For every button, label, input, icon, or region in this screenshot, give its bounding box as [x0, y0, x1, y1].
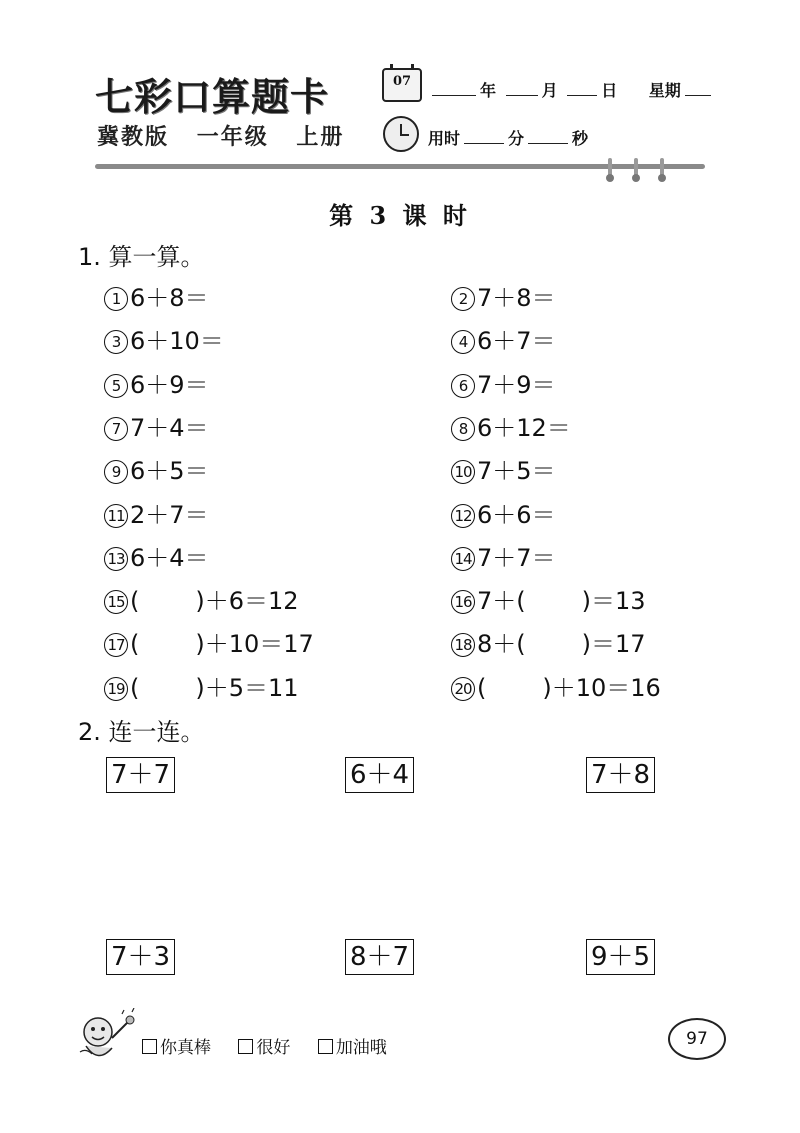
rating-good[interactable] — [238, 1038, 290, 1058]
question-suffix: )＋6＝12 — [195, 587, 299, 616]
question-number: 11 — [104, 504, 128, 528]
header-divider — [95, 164, 705, 169]
calendar-day: 07 — [392, 74, 412, 89]
question-expression: 6＋4＝ — [130, 543, 209, 572]
question-expression: 6＋9＝ — [130, 370, 209, 399]
question-suffix: )＋10＝16 — [542, 673, 661, 702]
binder-hook-icon — [608, 158, 612, 182]
binder-hook-icon — [634, 158, 638, 182]
question-17 — [104, 624, 314, 659]
weekday-blank[interactable] — [685, 81, 711, 96]
year-blank[interactable] — [432, 81, 476, 96]
question-prefix: 7＋( — [477, 587, 526, 616]
month-label: 月 — [541, 81, 558, 100]
question-expression: 7＋7＝ — [477, 543, 556, 572]
rating-keep-going[interactable] — [318, 1038, 387, 1058]
match-box-top-2[interactable]: 6＋4 — [345, 757, 414, 793]
date-line — [428, 78, 715, 101]
minutes-label: 分 — [508, 129, 525, 148]
rating-label: 你真棒 — [160, 1038, 211, 1058]
checkbox-icon[interactable] — [238, 1039, 253, 1054]
section-1-title: 1. 算一算。 — [78, 243, 205, 271]
clock-icon — [383, 116, 419, 152]
question-prefix: ( — [130, 673, 140, 702]
question-expression: 6＋12＝ — [477, 413, 571, 442]
question-number: 5 — [104, 374, 128, 398]
question-number: 15 — [104, 590, 128, 614]
page-number: 97 — [668, 1018, 726, 1060]
question-18 — [451, 624, 646, 659]
checkbox-icon[interactable] — [142, 1039, 157, 1054]
question-prefix: 8＋( — [477, 630, 526, 659]
day-label: 日 — [601, 81, 618, 100]
question-number: 18 — [451, 633, 475, 657]
question-19 — [104, 668, 299, 703]
question-10 — [451, 451, 556, 486]
question-number: 13 — [104, 547, 128, 571]
day-blank[interactable] — [567, 81, 597, 96]
question-expression: 6＋10＝ — [130, 327, 224, 356]
time-used-line — [428, 126, 588, 149]
question-number: 17 — [104, 633, 128, 657]
question-expression: 6＋6＝ — [477, 500, 556, 529]
checkbox-icon[interactable] — [318, 1039, 333, 1054]
brand-title: 七彩口算题卡 — [95, 74, 330, 119]
minutes-blank[interactable] — [464, 129, 504, 144]
question-number: 1 — [104, 287, 128, 311]
rating-label: 很好 — [256, 1038, 291, 1058]
question-9 — [104, 451, 209, 486]
question-number: 7 — [104, 417, 128, 441]
question-prefix: ( — [130, 630, 140, 659]
question-number: 20 — [451, 677, 475, 701]
question-prefix: ( — [130, 587, 140, 616]
question-expression: 6＋5＝ — [130, 457, 209, 486]
question-expression: 2＋7＝ — [130, 500, 209, 529]
question-15 — [104, 581, 299, 616]
question-expression: 7＋4＝ — [130, 413, 209, 442]
match-box-bottom-3[interactable]: 9＋5 — [586, 939, 655, 975]
self-rating — [142, 1033, 409, 1058]
question-expression: 6＋8＝ — [130, 284, 209, 312]
question-expression: 7＋8＝ — [477, 284, 556, 312]
grade-label: 一年级 — [196, 125, 269, 150]
edition-info — [97, 120, 362, 151]
question-11 — [104, 495, 209, 530]
question-suffix: )＝13 — [581, 587, 646, 616]
question-expression: 7＋9＝ — [477, 370, 556, 399]
question-expression: 6＋7＝ — [477, 327, 556, 356]
question-number: 14 — [451, 547, 475, 571]
question-number: 8 — [451, 417, 475, 441]
question-8 — [451, 408, 571, 443]
question-4 — [451, 321, 556, 356]
question-number: 3 — [104, 330, 128, 354]
lesson-title: 第 3 课 时 — [329, 201, 471, 230]
question-number: 2 — [451, 287, 475, 311]
question-number: 6 — [451, 374, 475, 398]
match-box-top-1[interactable]: 7＋7 — [106, 757, 175, 793]
question-number: 9 — [104, 460, 128, 484]
question-1 — [104, 278, 209, 313]
seconds-label: 秒 — [572, 129, 589, 148]
section-2-title: 2. 连一连。 — [78, 718, 205, 746]
question-prefix: ( — [477, 673, 487, 702]
mascot-icon — [72, 1008, 142, 1068]
question-3 — [104, 321, 224, 356]
question-14 — [451, 538, 556, 573]
question-16 — [451, 581, 646, 616]
question-number: 10 — [451, 460, 475, 484]
question-2 — [451, 278, 556, 313]
question-number: 16 — [451, 590, 475, 614]
publisher-edition: 冀教版 — [97, 125, 170, 150]
weekday-label: 星期 — [648, 81, 681, 100]
question-12 — [451, 495, 556, 530]
match-box-top-3[interactable]: 7＋8 — [586, 757, 655, 793]
question-6 — [451, 365, 556, 400]
question-number: 4 — [451, 330, 475, 354]
rating-label: 加油哦 — [335, 1038, 387, 1058]
question-expression: 7＋5＝ — [477, 457, 556, 486]
match-box-bottom-2[interactable]: 8＋7 — [345, 939, 414, 975]
question-13 — [104, 538, 209, 573]
question-number: 19 — [104, 677, 128, 701]
seconds-blank[interactable] — [528, 129, 568, 144]
month-blank[interactable] — [506, 81, 538, 96]
question-20 — [451, 668, 661, 703]
rating-great[interactable] — [142, 1038, 211, 1058]
question-7 — [104, 408, 209, 443]
question-suffix: )＋10＝17 — [195, 630, 314, 659]
question-number: 12 — [451, 504, 475, 528]
match-box-bottom-1[interactable]: 7＋3 — [106, 939, 175, 975]
year-label: 年 — [480, 81, 497, 100]
volume-label: 上册 — [296, 125, 345, 150]
time-used-label: 用时 — [428, 129, 461, 148]
question-suffix: )＝17 — [581, 630, 646, 659]
binder-hook-icon — [660, 158, 664, 182]
question-suffix: )＋5＝11 — [195, 673, 299, 702]
calendar-icon — [382, 68, 422, 102]
question-5 — [104, 365, 209, 400]
